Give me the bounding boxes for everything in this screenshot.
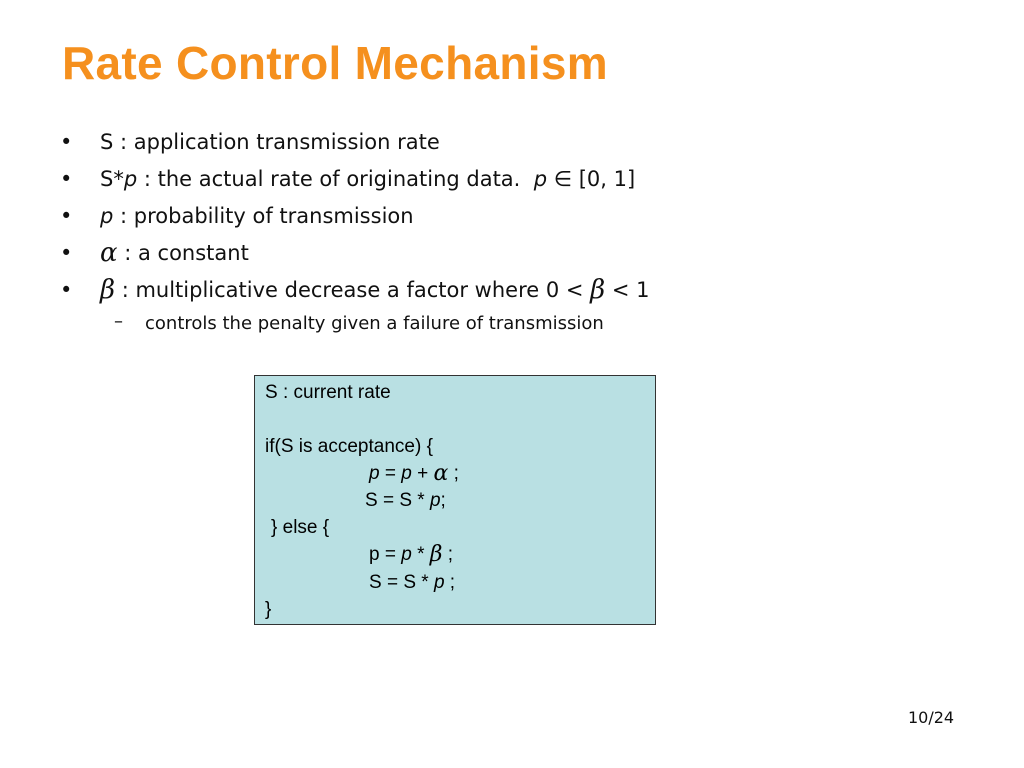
code-terminator: ; — [448, 463, 459, 484]
bullet-text: : application transmission rate — [113, 130, 440, 154]
bullet-lead: S — [100, 130, 114, 154]
code-variable: p — [401, 463, 412, 484]
code-line-p-increase — [369, 460, 459, 487]
bullet-text: : multiplicative decrease a factor where 0 < — [115, 278, 591, 302]
code-operator: = — [379, 463, 402, 484]
code-operator: * — [411, 544, 430, 565]
bullet-item-alpha — [60, 235, 960, 272]
code-variable: p — [369, 463, 380, 484]
bullet-marker: • — [60, 204, 73, 228]
code-line-current-rate: S : current rate — [265, 382, 391, 403]
bullet-marker: • — [60, 241, 73, 265]
bullet-item-sp — [60, 161, 960, 198]
bullet-item-s — [60, 124, 960, 161]
code-expression: S = S * — [365, 490, 430, 511]
bullet-item-beta — [60, 272, 960, 309]
code-terminator: ; — [442, 544, 454, 565]
pseudocode-box — [254, 375, 656, 625]
bullet-content — [100, 161, 635, 198]
page-number: 10/24 — [908, 708, 955, 727]
code-line-s-update — [365, 487, 446, 514]
beta-symbol: β — [590, 275, 606, 305]
code-expression: S = S * — [369, 572, 434, 593]
bullet-list — [60, 124, 960, 339]
code-terminator: ; — [440, 490, 446, 511]
code-line-p-decrease — [369, 541, 453, 568]
code-operator: + — [411, 463, 434, 484]
bullet-lead-italic: p — [100, 204, 114, 228]
bullet-text-end: < 1 — [605, 278, 650, 302]
alpha-symbol: α — [433, 461, 449, 486]
beta-symbol: β — [100, 275, 116, 305]
code-line-else: } else { — [271, 517, 330, 538]
sub-bullet-text: controls the penalty given a failure of transmission — [145, 313, 604, 334]
math-expression: ∈ [0, 1] — [547, 167, 636, 191]
code-variable: p — [429, 490, 441, 511]
bullet-content — [100, 198, 414, 235]
bullet-item-p — [60, 198, 960, 235]
code-line-close: } — [265, 599, 272, 620]
bullet-text: : a constant — [117, 241, 249, 265]
code-line-s-update-else — [369, 569, 455, 596]
sub-bullet-marker: – — [114, 311, 123, 332]
bullet-lead-italic: p — [123, 167, 138, 191]
bullet-content — [100, 124, 440, 161]
bullet-text: : probability of transmission — [113, 204, 414, 228]
code-expression: p = — [369, 544, 402, 565]
slide-title: Rate Control Mechanism — [62, 37, 608, 89]
bullet-content — [100, 235, 249, 272]
code-variable: p — [433, 572, 445, 593]
bullet-content — [100, 272, 650, 309]
math-variable: p — [533, 167, 548, 191]
bullet-lead: S* — [100, 167, 124, 191]
alpha-symbol: α — [100, 238, 118, 268]
code-terminator: ; — [444, 572, 456, 593]
beta-symbol: β — [429, 542, 443, 567]
sub-bullet-item — [60, 309, 960, 339]
bullet-text: : the actual rate of originating data. — [137, 167, 521, 191]
code-variable: p — [401, 544, 412, 565]
bullet-marker: • — [60, 278, 73, 302]
code-line-if: if(S is acceptance) { — [265, 436, 433, 457]
bullet-marker: • — [60, 167, 73, 191]
bullet-marker: • — [60, 130, 73, 154]
